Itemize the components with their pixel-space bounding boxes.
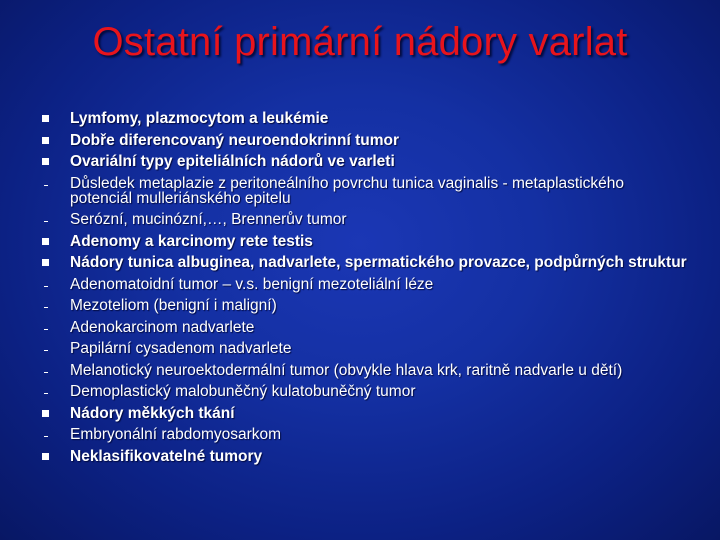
list-item [40,363,690,378]
list-item [40,176,690,206]
list-item [40,154,690,169]
list-item [40,133,690,148]
list-item [40,384,690,399]
list-item [40,212,690,227]
square-bullet-icon [40,133,70,148]
list-item-text: Neklasifikovatelné tumory [70,447,263,465]
list-item-text: Serózní, mucinózní,…, Brennerův tumor [70,211,347,228]
bullet-list [40,111,690,470]
dash-bullet-icon [40,176,70,191]
list-item-text: Nádory měkkých tkání [70,404,235,422]
list-item-text: Nádory tunica albuginea, nadvarlete, spermatického provazce, podpůrných struktur [70,254,687,271]
dash-bullet-icon [40,384,70,399]
list-item-text: Demoplastický malobuněčný kulatobuněčný tumor [70,383,416,400]
list-item [40,449,690,464]
dash-bullet-icon [40,212,70,227]
list-item-text: Melanotický neuroektodermální tumor (obvykle hlava krk, raritně nadvarle u dětí) [70,361,623,379]
list-item-text: Dobře diferencovaný neuroendokrinní tumor [70,131,399,149]
dash-bullet-icon [40,298,70,313]
square-bullet-icon [40,449,70,464]
list-item [40,406,690,421]
list-item [40,341,690,356]
slide-title: Ostatní primární nádory varlat [92,20,628,64]
list-item-text: Embryonální rabdomyosarkom [70,426,282,443]
list-item [40,427,690,442]
list-item-text: Lymfomy, plazmocytom a leukémie [70,110,329,127]
list-item-text: Mezoteliom (benigní i maligní) [70,297,277,314]
dash-bullet-icon [40,341,70,356]
list-item-text: Důsledek metaplazie z peritoneálního povrchu tunica vaginalis - metaplastického potenciál mulleriánského epitelu [70,174,625,207]
list-item [40,277,690,292]
list-item [40,234,690,249]
list-item-text: Ovariální typy epiteliálních nádorů ve varleti [70,153,395,170]
dash-bullet-icon [40,277,70,292]
list-item-text: Adenokarcinom nadvarlete [70,318,255,336]
list-item [40,111,690,126]
square-bullet-icon [40,154,70,169]
list-item-text: Adenomatoidní tumor – v.s. benigní mezoteliální léze [70,275,434,293]
dash-bullet-icon [40,427,70,442]
square-bullet-icon [40,406,70,421]
square-bullet-icon [40,255,70,270]
square-bullet-icon [40,234,70,249]
list-item [40,320,690,335]
list-item [40,255,690,270]
list-item-text: Adenomy a karcinomy rete testis [70,232,313,250]
list-item-text: Papilární cysadenom nadvarlete [70,340,292,357]
square-bullet-icon [40,111,70,126]
dash-bullet-icon [40,320,70,335]
dash-bullet-icon [40,363,70,378]
list-item [40,298,690,313]
